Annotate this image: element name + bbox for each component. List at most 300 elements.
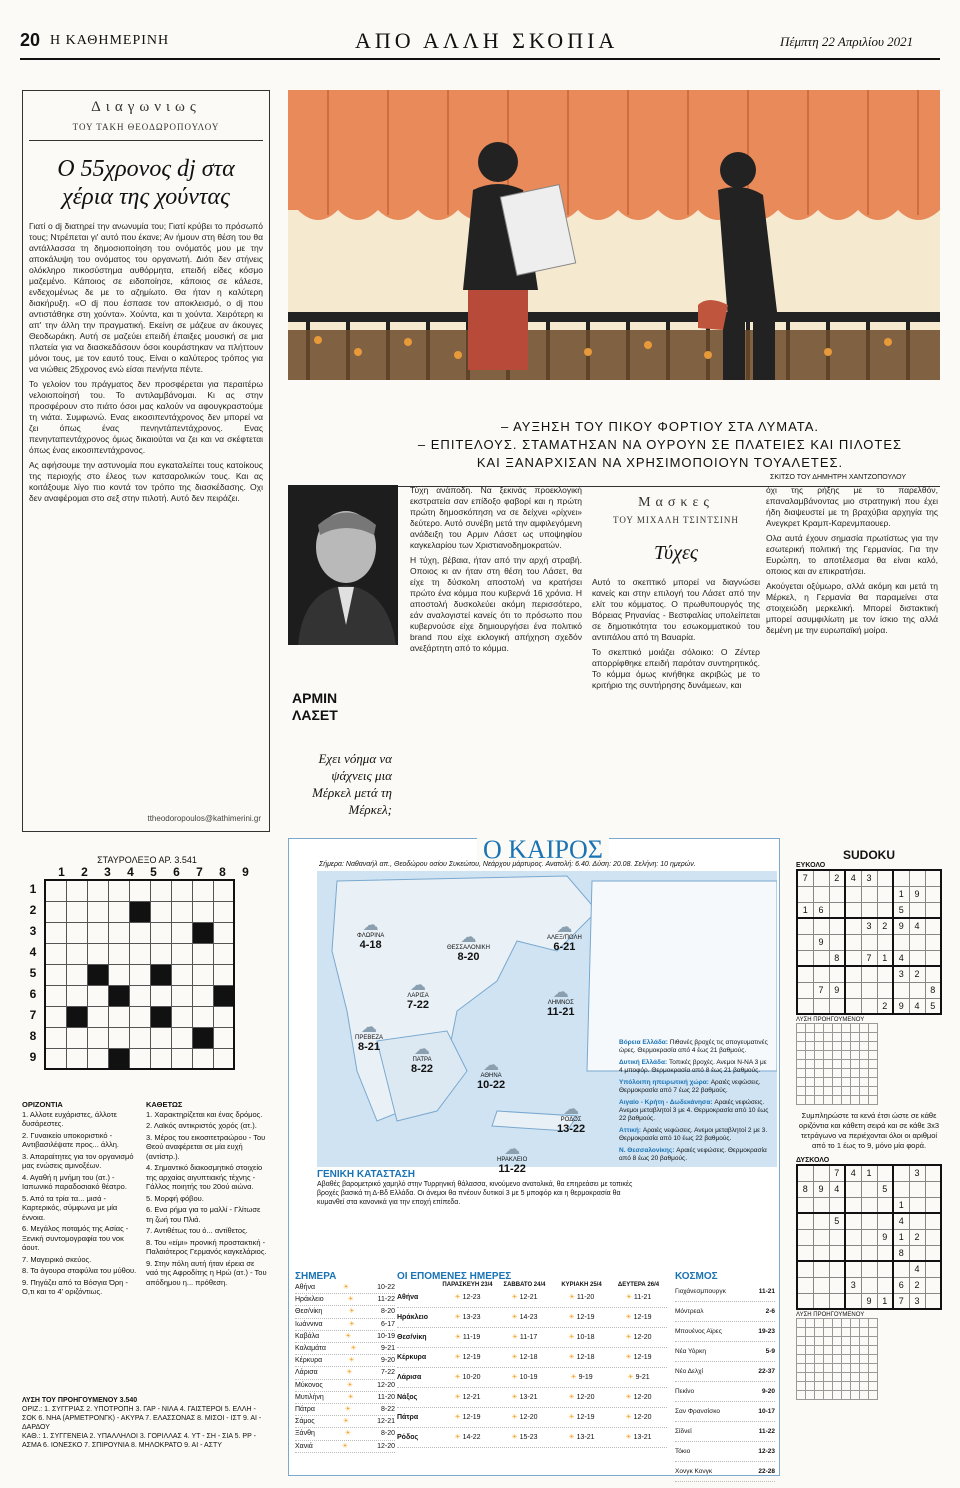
- sudoku-easy-grid[interactable]: [796, 869, 942, 1015]
- sudoku-cell[interactable]: [797, 1245, 813, 1261]
- crossword-cell[interactable]: [45, 985, 66, 1006]
- sudoku-cell[interactable]: [813, 1293, 829, 1309]
- sudoku-cell[interactable]: [845, 1197, 861, 1213]
- sudoku-cell[interactable]: [909, 1181, 925, 1197]
- sudoku-cell[interactable]: [893, 982, 909, 998]
- crossword-cell[interactable]: [213, 901, 234, 922]
- sudoku-cell[interactable]: [925, 1213, 941, 1229]
- crossword-cell[interactable]: [213, 985, 234, 1006]
- crossword-cell[interactable]: [171, 922, 192, 943]
- crossword-cell[interactable]: [192, 1006, 213, 1027]
- solution-cell: [815, 1087, 824, 1096]
- sudoku-cell[interactable]: [813, 1197, 829, 1213]
- solution-cell: [797, 1346, 806, 1355]
- solution-cell: [806, 1328, 815, 1337]
- sudoku-cell[interactable]: [797, 966, 813, 982]
- crossword-cell[interactable]: [45, 880, 66, 901]
- sudoku-instructions: Συμπληρώστε τα κενά έτσι ώστε σε κάθε οριζόντια και κάθετη σειρά και σε κάθε 3x3 τετράγωνο να περιέχονται όλοι οι αριθμοί από το 1 έως το 9, μόνο μία φορά.: [798, 1111, 940, 1150]
- solution-cell: [815, 1382, 824, 1391]
- sudoku-cell[interactable]: [829, 1245, 845, 1261]
- sudoku-cell[interactable]: [845, 1229, 861, 1245]
- sudoku-cell[interactable]: 6: [893, 1277, 909, 1293]
- crossword-cell[interactable]: [150, 880, 171, 901]
- sudoku-cell[interactable]: 1: [877, 1293, 893, 1309]
- crossword-cell[interactable]: [213, 1006, 234, 1027]
- crossword-cell[interactable]: [150, 922, 171, 943]
- sudoku-cell[interactable]: [909, 902, 925, 918]
- world-row: [675, 1302, 775, 1322]
- sudoku-cell[interactable]: [925, 1197, 941, 1213]
- sudoku-cell[interactable]: [797, 1229, 813, 1245]
- sudoku-cell[interactable]: [909, 934, 925, 950]
- sudoku-cell[interactable]: 8: [925, 982, 941, 998]
- sun-icon: ☀: [346, 1381, 354, 1389]
- sudoku-cell[interactable]: [877, 982, 893, 998]
- sudoku-cell[interactable]: 9: [877, 1229, 893, 1245]
- sudoku-cell[interactable]: 3: [893, 966, 909, 982]
- sudoku-cell[interactable]: [925, 1229, 941, 1245]
- crossword-cell[interactable]: [66, 1048, 87, 1069]
- sudoku-cell[interactable]: 5: [829, 1213, 845, 1229]
- clue-item: 8. Του «είμι» προνική προστακτική - Παλαιότερος Γερμανός καγκελάριος.: [146, 1237, 267, 1256]
- sudoku-cell[interactable]: [797, 982, 813, 998]
- sudoku-cell[interactable]: 1: [797, 902, 813, 918]
- crossword-cell[interactable]: [87, 943, 108, 964]
- crossword-cell[interactable]: [213, 880, 234, 901]
- sudoku-cell[interactable]: [813, 1229, 829, 1245]
- sudoku-cell[interactable]: [877, 1165, 893, 1181]
- temp-range: 10-22: [377, 1284, 395, 1291]
- crossword-cell[interactable]: [192, 1048, 213, 1069]
- temp-range: 12-20: [519, 1414, 538, 1421]
- sudoku-cell[interactable]: [813, 998, 829, 1014]
- sudoku-cell[interactable]: 9: [813, 934, 829, 950]
- sudoku-cell[interactable]: 9: [909, 886, 925, 902]
- sudoku-cell[interactable]: [845, 918, 861, 934]
- sudoku-cell[interactable]: [797, 886, 813, 902]
- sudoku-cell[interactable]: [829, 1277, 845, 1293]
- solution-cell: [833, 1087, 842, 1096]
- sudoku-cell[interactable]: 4: [909, 918, 925, 934]
- sudoku-cell[interactable]: [845, 998, 861, 1014]
- sudoku-cell[interactable]: [845, 950, 861, 966]
- sudoku-cell[interactable]: [829, 1293, 845, 1309]
- sudoku-cell[interactable]: [925, 1277, 941, 1293]
- sudoku-cell[interactable]: [845, 1261, 861, 1277]
- sudoku-cell[interactable]: [861, 1229, 877, 1245]
- sudoku-cell[interactable]: [845, 1293, 861, 1309]
- sudoku-cell[interactable]: [797, 1213, 813, 1229]
- crossword-cell[interactable]: [150, 943, 171, 964]
- sudoku-cell[interactable]: [925, 902, 941, 918]
- row-number: 3: [29, 924, 37, 938]
- solution-cell: [851, 1373, 860, 1382]
- crossword-cell[interactable]: [108, 922, 129, 943]
- solution-cell: [806, 1069, 815, 1078]
- sudoku-cell[interactable]: [861, 1181, 877, 1197]
- temp-range: 9-20: [761, 1388, 775, 1395]
- crossword-cell[interactable]: [213, 964, 234, 985]
- crossword-cell[interactable]: [213, 1027, 234, 1048]
- sudoku-cell[interactable]: [829, 934, 845, 950]
- sudoku-cell[interactable]: 9: [829, 982, 845, 998]
- crossword-cell[interactable]: [108, 985, 129, 1006]
- sudoku-cell[interactable]: [925, 950, 941, 966]
- sudoku-cell[interactable]: [861, 1197, 877, 1213]
- crossword-cell[interactable]: [171, 964, 192, 985]
- sudoku-cell[interactable]: [861, 886, 877, 902]
- crossword-grid[interactable]: [44, 879, 235, 1070]
- solution-cell: [860, 1355, 869, 1364]
- sudoku-cell[interactable]: [829, 998, 845, 1014]
- sudoku-cell[interactable]: [829, 966, 845, 982]
- solution-cell: [824, 1391, 833, 1400]
- sudoku-cell[interactable]: 7: [813, 982, 829, 998]
- crossword-cell[interactable]: [66, 943, 87, 964]
- sudoku-cell[interactable]: [797, 934, 813, 950]
- sudoku-cell[interactable]: 4: [893, 1213, 909, 1229]
- sudoku-cell[interactable]: [925, 918, 941, 934]
- sudoku-cell[interactable]: 3: [909, 1165, 925, 1181]
- crossword-cell[interactable]: [213, 922, 234, 943]
- author-email[interactable]: ttheodoropoulos@kathimerini.gr: [147, 814, 261, 823]
- sudoku-cell[interactable]: [893, 1261, 909, 1277]
- sudoku-cell[interactable]: [845, 1181, 861, 1197]
- sudoku-cell[interactable]: [861, 998, 877, 1014]
- sudoku-cell[interactable]: [925, 870, 941, 886]
- city-name: Ηράκλειο: [397, 1314, 429, 1321]
- crossword-cell[interactable]: [45, 943, 66, 964]
- sudoku-cell[interactable]: [925, 966, 941, 982]
- crossword-cell[interactable]: [150, 901, 171, 922]
- sudoku-cell[interactable]: [845, 982, 861, 998]
- sudoku-cell[interactable]: [797, 1293, 813, 1309]
- crossword-cell[interactable]: [150, 964, 171, 985]
- sudoku-cell[interactable]: [813, 870, 829, 886]
- sudoku-cell[interactable]: [877, 1261, 893, 1277]
- crossword-cell[interactable]: [213, 1048, 234, 1069]
- sudoku-cell[interactable]: [813, 1245, 829, 1261]
- sudoku-cell[interactable]: [813, 1165, 829, 1181]
- today-title: ΣΗΜΕΡΑ: [295, 1271, 337, 1282]
- sudoku-cell[interactable]: [829, 918, 845, 934]
- sudoku-cell[interactable]: [877, 1197, 893, 1213]
- city-name: ΘΕΣΣΑΛΟΝΙΚΗ: [447, 945, 490, 951]
- sudoku-cell[interactable]: 2: [909, 966, 925, 982]
- cartoon-illustration: [288, 90, 940, 412]
- sudoku-cell[interactable]: [861, 982, 877, 998]
- crossword-cell[interactable]: [150, 1006, 171, 1027]
- sudoku-cell[interactable]: 5: [925, 998, 941, 1014]
- sudoku-cell[interactable]: 8: [829, 950, 845, 966]
- sudoku-cell[interactable]: [877, 934, 893, 950]
- crossword-cell[interactable]: [129, 922, 150, 943]
- crossword-cell[interactable]: [129, 964, 150, 985]
- sudoku-cell[interactable]: [909, 950, 925, 966]
- crossword-cell[interactable]: [87, 985, 108, 1006]
- sudoku-cell[interactable]: [813, 886, 829, 902]
- sudoku-cell[interactable]: 9: [893, 918, 909, 934]
- sudoku-cell[interactable]: 9: [813, 1181, 829, 1197]
- solution-cell: [869, 1024, 878, 1033]
- sudoku-cell[interactable]: [797, 950, 813, 966]
- row-number: 7: [29, 1008, 37, 1022]
- crossword-cell[interactable]: [66, 1006, 87, 1027]
- solution-cell: [869, 1042, 878, 1051]
- sudoku-cell[interactable]: [797, 918, 813, 934]
- sudoku-cell[interactable]: [909, 1245, 925, 1261]
- crossword-cell[interactable]: [129, 943, 150, 964]
- crossword-cell[interactable]: [129, 1027, 150, 1048]
- crossword-cell[interactable]: [150, 1027, 171, 1048]
- sudoku-cell[interactable]: [861, 1213, 877, 1229]
- sudoku-cell[interactable]: 5: [877, 1181, 893, 1197]
- sudoku-cell[interactable]: [829, 1261, 845, 1277]
- sudoku-cell[interactable]: 7: [829, 1165, 845, 1181]
- crossword-cell[interactable]: [192, 985, 213, 1006]
- solution-cell: [869, 1328, 878, 1337]
- city-temp: 8-20: [457, 951, 480, 963]
- sudoku-cell[interactable]: [861, 1245, 877, 1261]
- sudoku-cell[interactable]: [861, 934, 877, 950]
- crossword-cell[interactable]: [171, 880, 192, 901]
- sudoku-cell[interactable]: [925, 1245, 941, 1261]
- crossword-cell[interactable]: [150, 985, 171, 1006]
- sudoku-cell[interactable]: 2: [829, 870, 845, 886]
- sudoku-cell[interactable]: [925, 1293, 941, 1309]
- crossword-cell[interactable]: [192, 880, 213, 901]
- crossword-cell[interactable]: [213, 943, 234, 964]
- crossword-cell[interactable]: [45, 1048, 66, 1069]
- sudoku-cell[interactable]: 7: [893, 1293, 909, 1309]
- sudoku-cell[interactable]: [797, 998, 813, 1014]
- crossword-cell[interactable]: [87, 880, 108, 901]
- crossword-cell[interactable]: [45, 964, 66, 985]
- sudoku-cell[interactable]: [925, 1261, 941, 1277]
- sudoku-cell[interactable]: 9: [893, 998, 909, 1014]
- crossword-cell[interactable]: [108, 880, 129, 901]
- sudoku-cell[interactable]: [877, 870, 893, 886]
- sudoku-cell[interactable]: 3: [845, 1277, 861, 1293]
- crossword-cell[interactable]: [66, 922, 87, 943]
- sudoku-cell[interactable]: 9: [861, 1293, 877, 1309]
- sudoku-cell[interactable]: 1: [893, 1197, 909, 1213]
- sudoku-cell[interactable]: [861, 966, 877, 982]
- sudoku-cell[interactable]: [877, 1277, 893, 1293]
- crossword-cell[interactable]: [129, 901, 150, 922]
- sudoku-cell[interactable]: 4: [909, 1261, 925, 1277]
- sudoku-cell[interactable]: [813, 1261, 829, 1277]
- crossword-cell[interactable]: [87, 1027, 108, 1048]
- sudoku-cell[interactable]: [813, 1277, 829, 1293]
- sudoku-cell[interactable]: [813, 950, 829, 966]
- crossword-cell[interactable]: [171, 943, 192, 964]
- crossword-cell[interactable]: [108, 1048, 129, 1069]
- sudoku-cell[interactable]: [909, 870, 925, 886]
- sun-icon: ☀: [342, 1418, 350, 1426]
- forecast-cell: [439, 1308, 496, 1327]
- forecast-cell: [553, 1428, 610, 1447]
- crossword-cell[interactable]: [192, 964, 213, 985]
- crossword-cell[interactable]: [108, 943, 129, 964]
- crossword-cell[interactable]: [87, 1006, 108, 1027]
- crossword-cell[interactable]: [108, 1006, 129, 1027]
- sudoku-cell[interactable]: 1: [893, 886, 909, 902]
- sudoku-cell[interactable]: [909, 1197, 925, 1213]
- sudoku-cell[interactable]: 2: [877, 998, 893, 1014]
- crossword-cell[interactable]: [150, 1048, 171, 1069]
- crossword-cell[interactable]: [87, 922, 108, 943]
- sudoku-cell[interactable]: [877, 886, 893, 902]
- sudoku-cell[interactable]: [829, 886, 845, 902]
- sudoku-cell[interactable]: 2: [909, 1229, 925, 1245]
- sudoku-cell[interactable]: 4: [845, 870, 861, 886]
- crossword-cell[interactable]: [171, 901, 192, 922]
- crossword-cell[interactable]: [108, 901, 129, 922]
- crossword-cell[interactable]: [45, 922, 66, 943]
- sudoku-cell[interactable]: 7: [861, 950, 877, 966]
- cloud-icon: ☁: [483, 1057, 500, 1074]
- sudoku-hard-grid[interactable]: [796, 1164, 942, 1310]
- sun-icon: ☀: [344, 1430, 352, 1438]
- temp-range: 2-6: [765, 1308, 775, 1315]
- sudoku-cell[interactable]: 6: [813, 902, 829, 918]
- sudoku-cell[interactable]: [893, 934, 909, 950]
- crossword-cell[interactable]: [171, 1027, 192, 1048]
- sudoku-cell[interactable]: [877, 902, 893, 918]
- sudoku-cell[interactable]: [797, 1197, 813, 1213]
- sun-icon: ☀: [347, 1393, 354, 1401]
- sudoku-cell[interactable]: 3: [861, 918, 877, 934]
- weather-section: [288, 835, 780, 1476]
- next-row: [397, 1328, 667, 1348]
- clues-heading: ΟΡΙΖΟΝΤΙΑ: [22, 1100, 63, 1109]
- crossword-cell[interactable]: [87, 901, 108, 922]
- sudoku-cell[interactable]: [845, 1245, 861, 1261]
- crossword-cell[interactable]: [129, 1006, 150, 1027]
- sudoku-cell[interactable]: [909, 982, 925, 998]
- sudoku-cell[interactable]: 4: [829, 1181, 845, 1197]
- crossword-cell[interactable]: [171, 1006, 192, 1027]
- crossword-cell[interactable]: [129, 985, 150, 1006]
- crossword: [22, 855, 272, 1070]
- sudoku-cell[interactable]: [829, 1229, 845, 1245]
- temp-range: 7-22: [380, 1369, 395, 1377]
- sudoku-cell[interactable]: [845, 1213, 861, 1229]
- sudoku-cell[interactable]: [845, 934, 861, 950]
- sudoku-cell[interactable]: 4: [845, 1165, 861, 1181]
- crossword-cell[interactable]: [87, 1048, 108, 1069]
- crossword-cell[interactable]: [171, 985, 192, 1006]
- solution-horizontal: ΟΡΙΖ.: 1. ΣΥΓΓΡΙΑΣ 2. ΥΠΟΤΡΟΠΗ 3. ΓΑΡ - ΝΙΛΑ 4. ΓΑΙΣΤΕΡΟΙ 5. ΕΛΛΗ - ΣΟΚ 6. ΝΗΑ (ΑΡΜΕΤΡΟΝΓΚ) - ΑΚΥΡΑ 7. ΕΛΑΣΣΟΝΑΣ 8. ΜΙΣΟΙ - ΙΣΤ 9. ΑΙ - ΔΑΡΔΟΥ: [22, 1406, 262, 1431]
- sudoku-cell[interactable]: [925, 1165, 941, 1181]
- sudoku-cell[interactable]: [893, 1165, 909, 1181]
- crossword-cell[interactable]: [108, 1027, 129, 1048]
- sudoku-cell[interactable]: [925, 886, 941, 902]
- city-temp: 4-18: [359, 939, 382, 951]
- sudoku-cell[interactable]: 5: [893, 902, 909, 918]
- crossword-cell[interactable]: [45, 1006, 66, 1027]
- sudoku-cell[interactable]: [845, 886, 861, 902]
- crossword-cell[interactable]: [45, 1027, 66, 1048]
- sudoku-cell[interactable]: [877, 1213, 893, 1229]
- crossword-cell[interactable]: [192, 943, 213, 964]
- sudoku-cell[interactable]: [861, 1261, 877, 1277]
- sudoku-cell[interactable]: 4: [893, 950, 909, 966]
- sudoku-cell[interactable]: [925, 1181, 941, 1197]
- sudoku-cell[interactable]: 1: [861, 1165, 877, 1181]
- region-forecast: [619, 1099, 769, 1123]
- sudoku-cell[interactable]: 3: [861, 870, 877, 886]
- crossword-cell[interactable]: [66, 1027, 87, 1048]
- sudoku-cell[interactable]: [797, 1277, 813, 1293]
- sudoku-cell[interactable]: 3: [909, 1293, 925, 1309]
- sudoku-cell[interactable]: [797, 1261, 813, 1277]
- sudoku-cell[interactable]: 4: [909, 998, 925, 1014]
- crossword-cell[interactable]: [192, 1027, 213, 1048]
- sudoku-cell[interactable]: [877, 1245, 893, 1261]
- sudoku-cell[interactable]: [829, 902, 845, 918]
- crossword-cell[interactable]: [66, 964, 87, 985]
- solution-cell: [815, 1364, 824, 1373]
- sudoku-cell[interactable]: [893, 1181, 909, 1197]
- crossword-cell[interactable]: [87, 964, 108, 985]
- crossword-cell[interactable]: [129, 880, 150, 901]
- solution-cell: [851, 1024, 860, 1033]
- forecast-cell: [553, 1388, 610, 1407]
- crossword-cell[interactable]: [192, 922, 213, 943]
- crossword-cell[interactable]: [108, 964, 129, 985]
- sudoku-cell[interactable]: 1: [893, 1229, 909, 1245]
- sudoku-cell[interactable]: [845, 902, 861, 918]
- solution-cell: [806, 1033, 815, 1042]
- forecast-cell: [553, 1348, 610, 1367]
- sudoku-cell[interactable]: 2: [909, 1277, 925, 1293]
- crossword-cell[interactable]: [66, 880, 87, 901]
- clue-item: 4. Αγαθή η μνήμη του (ατ.) - Ιαπωνικό παραδοσιακό θέατρο.: [22, 1172, 127, 1191]
- sudoku-cell[interactable]: [829, 1197, 845, 1213]
- sudoku-cell[interactable]: 8: [893, 1245, 909, 1261]
- crossword-cell[interactable]: [192, 901, 213, 922]
- clue-item: 9. Στην πόλη αυτή ήταν ιέρεια σε ναό της Αφροδίτης η Ηρώ (ατ.) - Του απόδημου η... πρόθεση.: [146, 1258, 267, 1287]
- sudoku-cell[interactable]: [813, 966, 829, 982]
- sudoku-cell[interactable]: [877, 966, 893, 982]
- sudoku-cell[interactable]: 1: [877, 950, 893, 966]
- map-city: [477, 1059, 505, 1091]
- sudoku-cell[interactable]: 7: [797, 870, 813, 886]
- sudoku-cell[interactable]: [861, 1277, 877, 1293]
- temp-range: 11-21: [758, 1288, 775, 1295]
- city-temp: 11-21: [547, 1006, 575, 1018]
- sudoku-cell[interactable]: [797, 1165, 813, 1181]
- crossword-cell[interactable]: [171, 1048, 192, 1069]
- crossword-cell[interactable]: [66, 901, 87, 922]
- crossword-cell[interactable]: [45, 901, 66, 922]
- crossword-cell[interactable]: [66, 985, 87, 1006]
- forecast-cell: [496, 1428, 553, 1447]
- crossword-cell[interactable]: [129, 1048, 150, 1069]
- sudoku-cell[interactable]: [813, 1213, 829, 1229]
- sudoku-cell[interactable]: [845, 966, 861, 982]
- sudoku-cell[interactable]: [893, 870, 909, 886]
- sudoku-cell[interactable]: 2: [877, 918, 893, 934]
- sudoku-cell[interactable]: [925, 934, 941, 950]
- sudoku-cell[interactable]: [861, 902, 877, 918]
- solution-cell: [860, 1033, 869, 1042]
- sudoku-cell[interactable]: [813, 918, 829, 934]
- sudoku-cell[interactable]: 8: [797, 1181, 813, 1197]
- sudoku-cell[interactable]: [909, 1213, 925, 1229]
